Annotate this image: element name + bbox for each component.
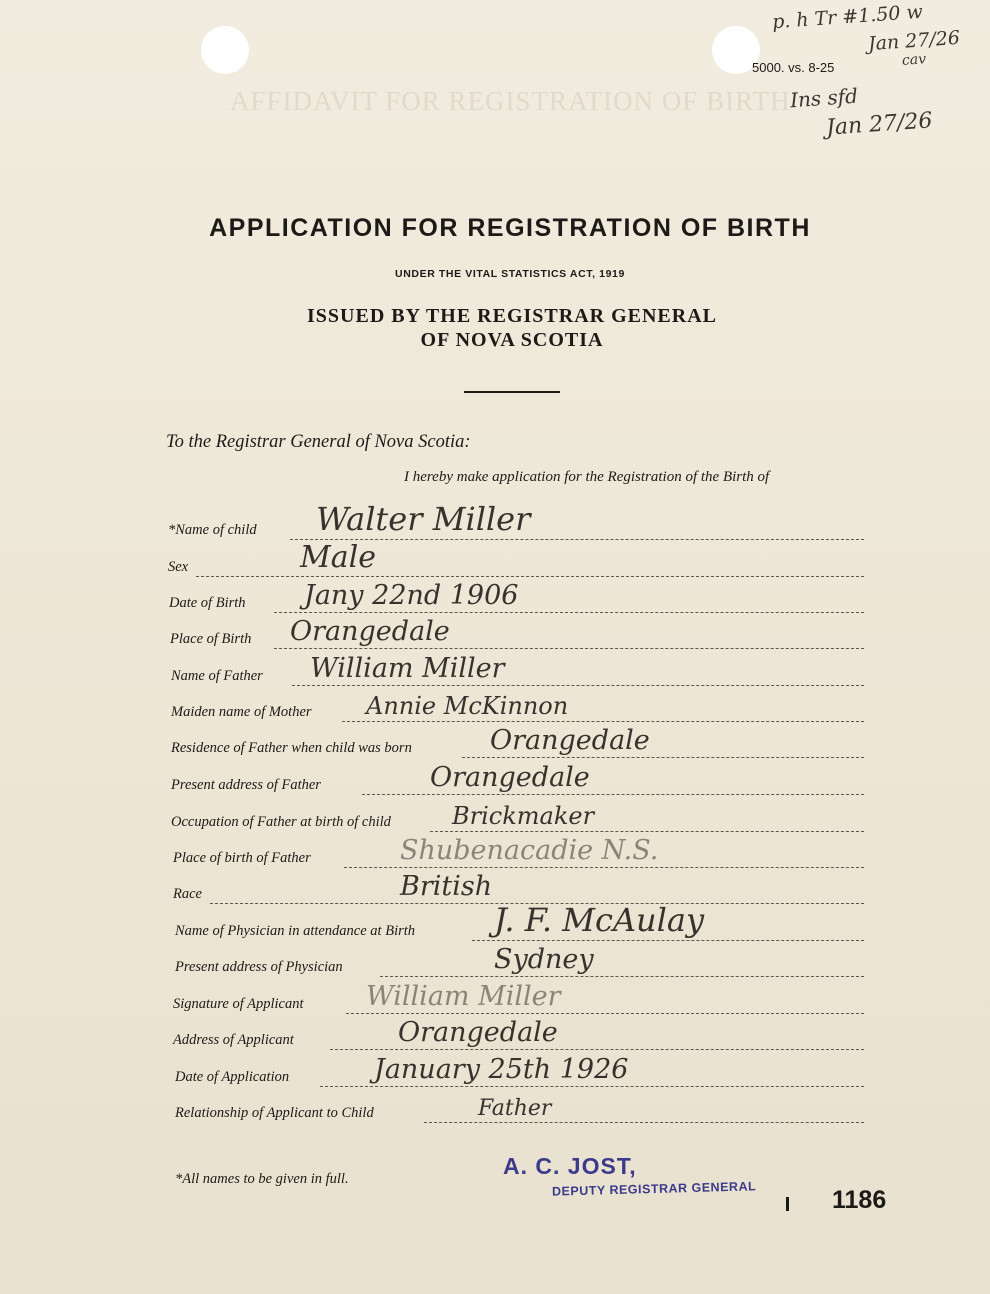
field-value: Male [300,540,376,575]
field-value: Jany 22nd 1906 [304,580,519,611]
fill-line [380,976,864,977]
field-label: Name of Physician in attendance at Birth [175,923,416,939]
initials-annotation: cav [901,51,927,69]
field-value: William Miller [366,981,561,1012]
field-label: Sex [168,559,189,575]
issuer-line-1: ISSUED BY THE REGISTRAR GENERAL [307,305,717,327]
fill-line [274,648,864,649]
form-row [0,944,990,981]
fill-line [342,721,864,722]
field-label: Address of Applicant [173,1032,294,1048]
field-label: Place of birth of Father [173,850,311,866]
tick-mark [786,1197,789,1211]
field-value: Sydney [494,944,594,975]
field-value: Annie McKinnon [366,692,569,720]
field-value: Orangedale [430,762,590,793]
form-row [0,616,990,653]
form-row [0,981,990,1018]
fill-line [274,612,864,613]
bleed-through-text: AFFIDAVIT FOR REGISTRATION OF BIRTH [230,86,791,116]
form-row [0,1017,990,1054]
form-row [0,725,990,762]
field-value: Walter Miller [316,500,531,538]
form-row [0,692,990,726]
fill-line [472,940,864,941]
fill-line [292,685,864,686]
field-label: Place of Birth [170,631,252,647]
form-number: 5000. vs. 8-25 [752,60,835,75]
fill-line [320,1086,864,1087]
field-value: Orangedale [290,616,450,647]
field-value: Orangedale [490,725,650,756]
fill-line [290,539,864,540]
field-value: British [400,871,493,902]
field-value: Orangedale [398,1017,558,1048]
fill-line [330,1049,864,1050]
fill-line [344,867,864,868]
heading-divider [464,391,560,393]
issuer-line-2: OF NOVA SCOTIA [420,329,604,351]
fill-line [424,1122,864,1123]
fill-line [462,757,864,758]
field-label: Occupation of Father at birth of child [171,814,391,830]
registrar-stamp-title: DEPUTY REGISTRAR GENERAL [551,1179,757,1199]
fee-annotation: p. h Tr #1.50 w [771,0,924,34]
field-label: *Name of child [168,522,257,538]
form-row [0,500,990,544]
ins-date-annotation: Jan 27/26 [825,108,934,141]
salutation: To the Registrar General of Nova Scotia: [166,432,471,452]
field-label: Date of Application [175,1069,290,1085]
form-row [0,1097,990,1127]
field-label: Race [173,886,202,902]
field-value: Brickmaker [452,802,595,830]
field-label: Name of Father [171,668,263,684]
form-row [0,540,990,581]
form-row [0,580,990,617]
document-title: APPLICATION FOR REGISTRATION OF BIRTH [209,214,811,242]
fill-line [346,1013,864,1014]
field-label: Relationship of Applicant to Child [175,1105,374,1121]
field-label: Maiden name of Mother [171,704,312,720]
document-subtitle: UNDER THE VITAL STATISTICS ACT, 1919 [395,268,625,280]
field-label: Date of Birth [169,595,246,611]
ins-annotation: Ins sfd [789,83,859,113]
field-label: Present address of Father [171,777,321,793]
form-row [0,762,990,799]
field-value: William Miller [310,653,505,684]
form-row [0,835,990,872]
fill-line [196,576,864,577]
fee-date-annotation: Jan 27/26 [867,26,961,56]
fill-line [362,794,864,795]
field-value: January 25th 1926 [374,1054,629,1085]
field-value: J. F. McAulay [494,901,705,939]
registrar-stamp-name: A. C. JOST, [503,1153,637,1179]
footnote: *All names to be given in full. [175,1171,349,1187]
field-value: Father [478,1096,552,1121]
form-row [0,653,990,690]
fill-line [430,831,864,832]
form-row [0,1054,990,1091]
intro-text: I hereby make application for the Registration of the Birth of [404,469,770,485]
issuer-heading [0,304,990,352]
field-label: Present address of Physician [175,959,343,975]
form-row [0,802,990,836]
field-label: Signature of Applicant [173,996,304,1012]
field-label: Residence of Father when child was born [171,740,412,756]
field-value: Shubenacadie N.S. [400,835,659,866]
punch-hole-left [201,26,249,74]
form-row [0,901,990,945]
record-number: 1186 [832,1186,887,1214]
